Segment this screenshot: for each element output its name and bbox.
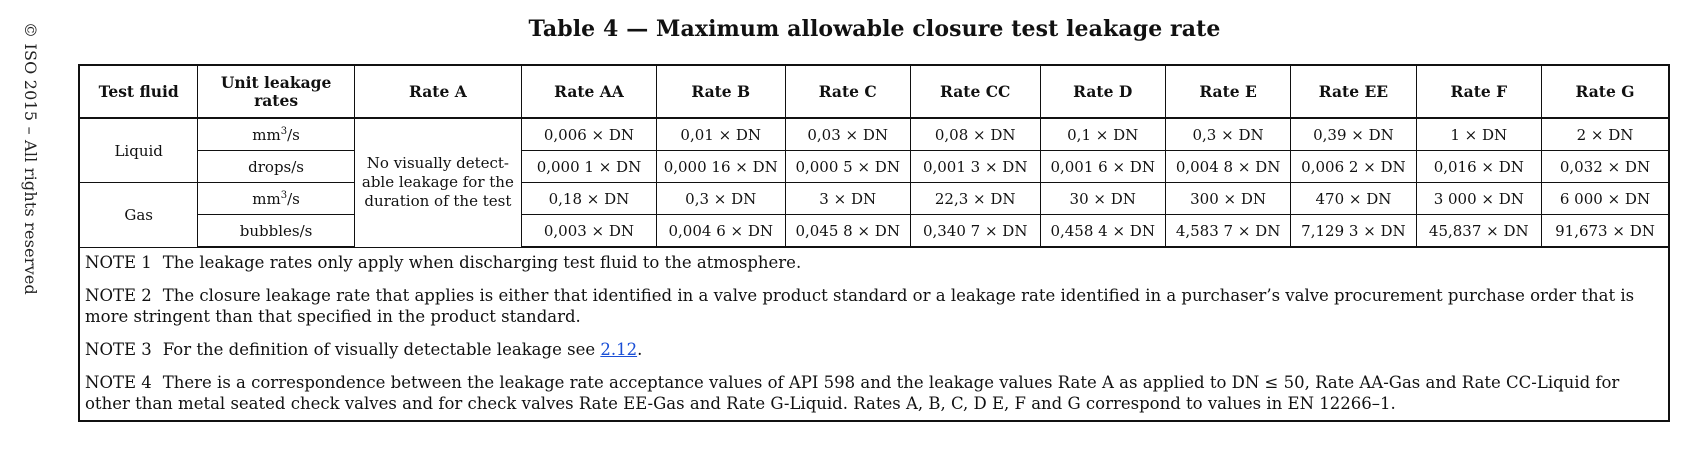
note-3: [85, 339, 1662, 360]
unit-cell: [198, 118, 354, 151]
unit-cell: bubbles/s: [198, 215, 354, 248]
value-cell: 0,001 6 × DN: [1040, 151, 1165, 183]
value-cell: 0,000 1 × DN: [521, 151, 656, 183]
value-cell: 45,837 × DN: [1416, 215, 1541, 248]
value-cell: 0,032 × DN: [1541, 151, 1668, 183]
note-text: There is a correspondence between the leakage rate acceptance values of API 598 and the leakage values Rate A as applied to DN ≤ 50, Rate AA-Gas and Rate CC-Liquid for other than metal seated check valves and for check valves Rate EE-Gas and Rate G-Liquid. Rates A, B, C, D E, F and G correspond to values in EN 12266–1.: [85, 373, 1620, 413]
value-cell: 0,39 × DN: [1291, 118, 1416, 151]
note-text: The closure leakage rate that applies is either that identified in a valve product standard or a leakage rate identified in a purchaser’s valve procurement purchase order that is more stringent than that specified in the product standard.: [85, 286, 1635, 326]
table-row: [80, 118, 1668, 151]
note-4: [85, 372, 1662, 414]
unit-cell: drops/s: [198, 151, 354, 183]
header-rate-b: Rate B: [656, 66, 785, 118]
value-cell: 22,3 × DN: [910, 183, 1040, 215]
copyright-notice: © ISO 2015 – All rights reserved: [21, 22, 40, 295]
rate-a-cell: No visually detect-able leakage for the duration of the test: [354, 118, 521, 247]
clause-2-12-link[interactable]: 2.12: [600, 340, 638, 359]
header-rate-e: Rate E: [1165, 66, 1290, 118]
value-cell: 0,016 × DN: [1416, 151, 1541, 183]
value-cell: 30 × DN: [1040, 183, 1165, 215]
value-cell: 7,129 3 × DN: [1291, 215, 1416, 248]
value-cell: 0,08 × DN: [910, 118, 1040, 151]
header-test-fluid: Test fluid: [80, 66, 198, 118]
value-cell: 0,18 × DN: [521, 183, 656, 215]
value-cell: 0,045 8 × DN: [785, 215, 910, 248]
note-label: NOTE 2: [85, 286, 152, 305]
value-cell: 0,001 3 × DN: [910, 151, 1040, 183]
value-cell: 0,003 × DN: [521, 215, 656, 248]
value-cell: 0,3 × DN: [656, 183, 785, 215]
note-label: NOTE 1: [85, 253, 152, 272]
table-row: [80, 151, 1668, 183]
value-cell: 0,01 × DN: [656, 118, 785, 151]
fluid-gas: Gas: [80, 183, 198, 248]
header-rate-g: Rate G: [1541, 66, 1668, 118]
value-cell: 0,3 × DN: [1165, 118, 1290, 151]
table-row: [80, 183, 1668, 215]
note-2: [85, 285, 1662, 327]
header-rate-f: Rate F: [1416, 66, 1541, 118]
value-cell: 300 × DN: [1165, 183, 1290, 215]
note-1: [85, 252, 1662, 273]
note-text: The leakage rates only apply when discharging test fluid to the atmosphere.: [162, 253, 802, 272]
unit-base: mm: [252, 189, 281, 208]
value-cell: 0,458 4 × DN: [1040, 215, 1165, 248]
note-label: NOTE 3: [85, 340, 152, 359]
value-cell: 0,1 × DN: [1040, 118, 1165, 151]
leakage-table-frame: [78, 64, 1670, 422]
value-cell: 91,673 × DN: [1541, 215, 1668, 248]
leakage-rate-table: [80, 66, 1668, 248]
header-rate-cc: Rate CC: [910, 66, 1040, 118]
note-label: NOTE 4: [85, 373, 152, 392]
value-cell: 0,006 2 × DN: [1291, 151, 1416, 183]
value-cell: 470 × DN: [1291, 183, 1416, 215]
header-rate-a: Rate A: [354, 66, 521, 118]
header-rate-c: Rate C: [785, 66, 910, 118]
value-cell: 0,340 7 × DN: [910, 215, 1040, 248]
value-cell: 0,03 × DN: [785, 118, 910, 151]
value-cell: 4,583 7 × DN: [1165, 215, 1290, 248]
fluid-liquid: Liquid: [80, 118, 198, 183]
unit-tail: /s: [287, 189, 300, 208]
header-rate-ee: Rate EE: [1291, 66, 1416, 118]
unit-superscript: 3: [280, 189, 288, 201]
value-cell: 2 × DN: [1541, 118, 1668, 151]
value-cell: 3 000 × DN: [1416, 183, 1541, 215]
value-cell: 3 × DN: [785, 183, 910, 215]
unit-tail: /s: [287, 125, 300, 144]
table-title: Table 4 — Maximum allowable closure test leakage rate: [528, 16, 1221, 42]
value-cell: 0,006 × DN: [521, 118, 656, 151]
value-cell: 6 000 × DN: [1541, 183, 1668, 215]
value-cell: 0,000 16 × DN: [656, 151, 785, 183]
value-cell: 0,004 8 × DN: [1165, 151, 1290, 183]
unit-superscript: 3: [280, 125, 288, 137]
header-row: [80, 66, 1668, 118]
table-row: [80, 215, 1668, 248]
note-text: For the definition of visually detectable leakage see: [162, 340, 601, 359]
header-rate-d: Rate D: [1040, 66, 1165, 118]
value-cell: 0,004 6 × DN: [656, 215, 785, 248]
header-unit-leakage-rates: Unit leakage rates: [198, 66, 354, 118]
header-rate-aa: Rate AA: [521, 66, 656, 118]
table-notes: [80, 248, 1668, 420]
value-cell: 0,000 5 × DN: [785, 151, 910, 183]
note-text-end: .: [637, 340, 643, 359]
unit-base: mm: [252, 125, 281, 144]
value-cell: 1 × DN: [1416, 118, 1541, 151]
unit-cell: [198, 183, 354, 215]
